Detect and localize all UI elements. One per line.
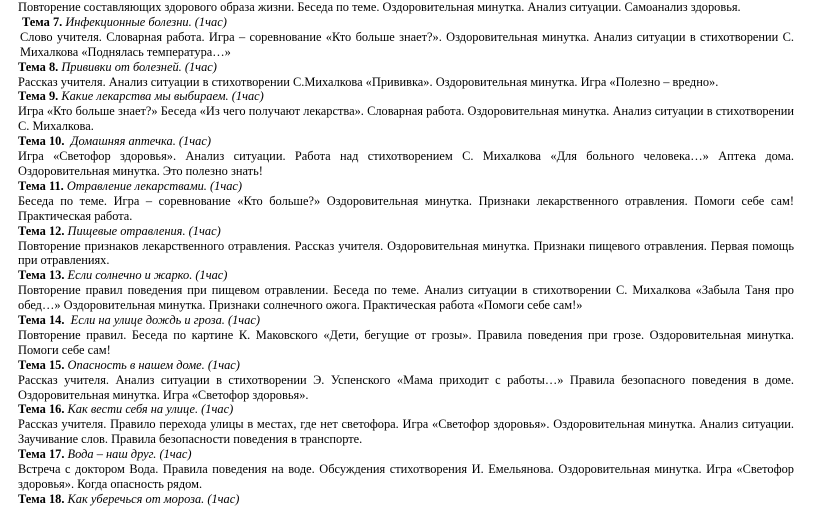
topic-label: Тема 12. [18, 223, 65, 238]
topic-label: Тема 8. [18, 59, 59, 74]
topic-title: Отравление лекарствами. (1час) [66, 178, 243, 193]
topic-label: Тема 9. [18, 89, 59, 104]
topic-heading [18, 268, 794, 283]
topic-heading [18, 224, 794, 239]
topic-body: Рассказ учителя. Анализ ситуации в стихотворении С.Михалкова «Прививка». Оздоровительная минутка. Игра «Полезно – вредно». [18, 74, 719, 89]
topic-heading [18, 179, 794, 194]
topic-heading [18, 15, 794, 30]
topic-heading [18, 134, 794, 149]
topic-label: Тема 18. [18, 491, 65, 506]
topic-title: Как уберечься от мороза. (1час) [67, 491, 240, 506]
topic-label: Тема 16. [18, 402, 65, 417]
topic-label: Тема 17. [18, 447, 65, 462]
topic-body: Беседа по теме. Игра – соревнование «Кто больше?» Оздоровительная минутка. Признаки лекарственного отравления. Помоги себе сам! Практическая работа. [18, 193, 794, 223]
topic-heading [18, 313, 794, 328]
topic-label: Тема 15. [18, 357, 65, 372]
topic-heading [18, 402, 794, 417]
topic-title: Вода – наш друг. (1час) [67, 447, 192, 462]
topic-label: Тема 10. [18, 134, 65, 149]
topic-heading [18, 60, 794, 75]
topic-title: Если солнечно и жарко. (1час) [67, 268, 228, 283]
topic-body: Рассказ учителя. Анализ ситуации в стихотворении Э. Успенского «Мама приходит с работы…» Правила безопасного поведения в доме. Оздоровительная минутка. Игра «Светофор здоровья». [18, 372, 794, 402]
topic-title: Как вести себя на улице. (1час) [67, 402, 234, 417]
topic-body: Игра «Кто больше знает?» Беседа «Из чего получают лекарства». Словарная работа. Оздоровительная минутка. Анализ ситуации в стихотворении С. Михалкова. [18, 104, 794, 134]
lead-paragraph: Повторение составляющих здорового образа жизни. Беседа по теме. Оздоровительная минутка. Анализ ситуации. Самоанализ здоровья. [18, 0, 741, 14]
topic-body: Слово учителя. Словарная работа. Игра – соревнование «Кто больше знает?». Оздоровительная минутка. Анализ ситуации в стихотворении С. Михалкова «Поднялась температура…» [20, 29, 794, 59]
topic-body: Повторение правил. Беседа по картине К. Маковского «Дети, бегущие от грозы». Правила поведения при грозе. Оздоровительная минутка. Помоги себе сам! [18, 327, 794, 357]
topic-title: Прививки от болезней. (1час) [61, 59, 217, 74]
topic-label: Тема 14. [18, 313, 65, 328]
topic-label: Тема 13. [18, 268, 65, 283]
topic-title: Опасность в нашем доме. (1час) [67, 357, 240, 372]
topic-label: Тема 7. [22, 14, 63, 29]
topic-body: Рассказ учителя. Правило перехода улицы в местах, где нет светофора. Игра «Светофор здоровья». Оздоровительная минутка. Анализ ситуации. Заучивание слов. Правила безопасности поведения в транспорте. [18, 417, 794, 447]
topic-title: Какие лекарства мы выбираем. (1час) [61, 89, 264, 104]
topic-body: Повторение признаков лекарственного отравления. Рассказ учителя. Оздоровительная минутка. Признаки пищевого отравления. Первая помощь при отравлениях. [18, 238, 794, 268]
topic-heading [18, 492, 794, 507]
topic-heading [18, 447, 794, 462]
topic-body: Повторение правил поведения при пищевом отравлении. Беседа по теме. Анализ ситуации в стихотворении С. Михалкова «Забыла Таня про обед…» Оздоровительная минутка. Признаки солнечного ожога. Практическая работа «Помоги себе сам!» [18, 283, 794, 313]
topic-title: Инфекционные болезни. (1час) [65, 14, 227, 29]
topic-title: Если на улице дождь и гроза. (1час) [70, 313, 261, 328]
topic-body: Игра «Светофор здоровья». Анализ ситуации. Работа над стихотворением С. Михалкова «Для больного человека…» Аптека дома. Оздоровительная минутка. Это полезно знать! [18, 149, 794, 178]
topic-label: Тема 11. [18, 178, 64, 193]
topic-title: Пищевые отравления. (1час) [67, 223, 221, 238]
topic-title: Домашняя аптечка. (1час) [70, 134, 211, 149]
topic-heading [18, 358, 794, 373]
topic-heading [18, 89, 794, 104]
topic-body: Встреча с доктором Вода. Правила поведения на воде. Обсуждения стихотворения И. Емельянова. Оздоровительная минутка. Игра «Светофор здоровья». Когда опасность рядом. [18, 462, 794, 491]
